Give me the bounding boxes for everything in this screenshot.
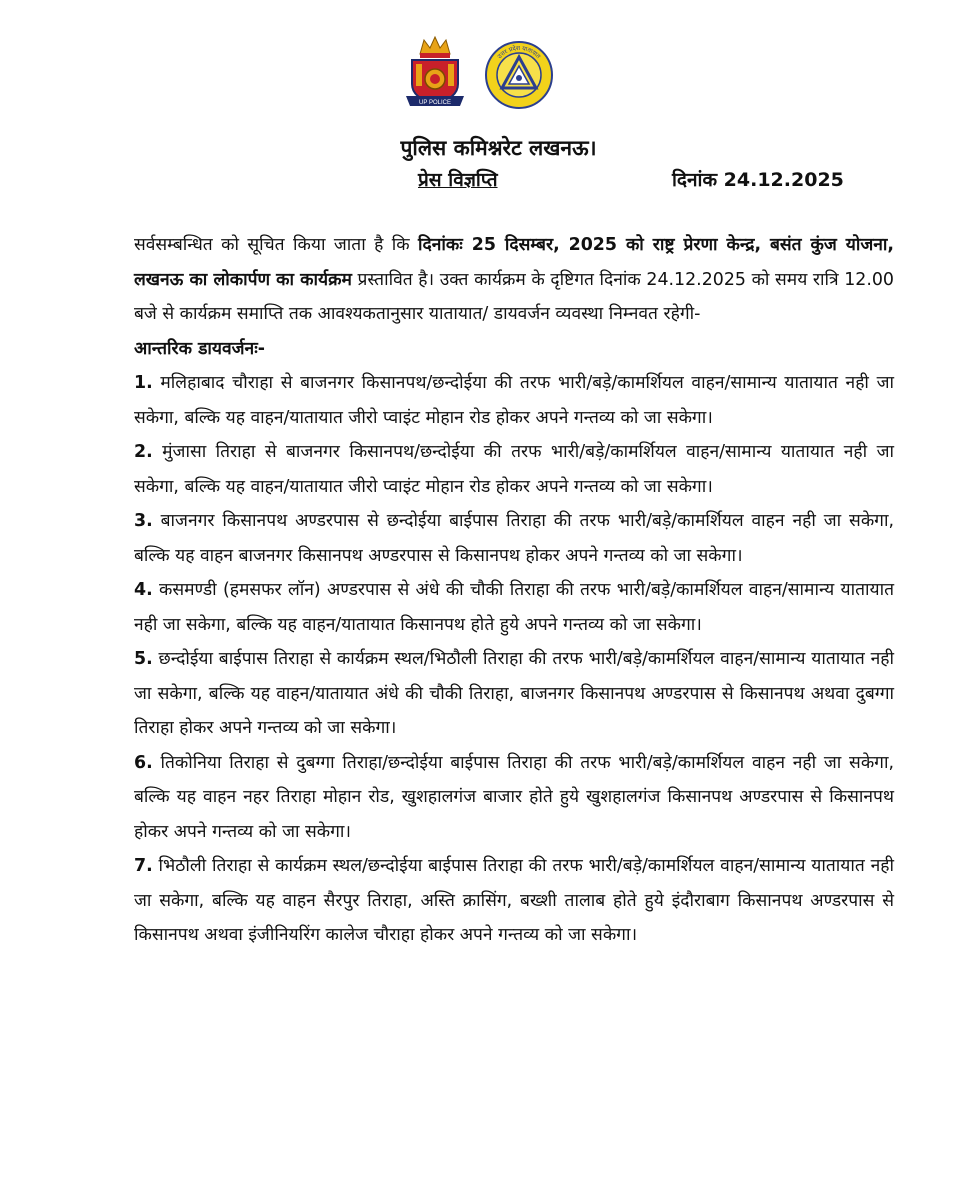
emblem-ribbon-text: UP POLICE — [419, 100, 451, 106]
release-date: दिनांक 24.12.2025 — [672, 169, 844, 191]
up-police-emblem-icon — [404, 34, 466, 112]
item-number: 1. — [134, 373, 153, 393]
item-text: छन्दोईया बाईपास तिराहा से कार्यक्रम स्थल/भिठौली तिराहा की तरफ भारी/बड़े/कामर्शियल वाहन/सामान्य यातायात नही जा सकेगा, बल्कि यह वाहन/यातायात अंधे की चौकी तिराहा, बाजनगर किसानपथ अण्डरपास से किसानपथ अथवा दुबग्गा तिराहा होकर अपने गन्तव्य को जा सकेगा। — [134, 649, 894, 738]
item-number: 6. — [134, 752, 153, 773]
diversion-item — [134, 849, 894, 953]
intro-bold-text: दिनांकः 25 दिसम्बर, 2025 को राष्ट्र प्रेरणा केन्द्र, बसंत कुंज योजना, लखनऊ का लोकार्पण का कार्यक्रम — [134, 235, 894, 290]
logo-row — [0, 30, 977, 114]
diversion-item — [134, 573, 894, 642]
diversion-item — [134, 642, 894, 746]
diversion-item — [134, 435, 894, 504]
traffic-police-logo-icon — [484, 40, 554, 110]
item-text: बाजनगर किसानपथ अण्डरपास से छन्दोईया बाईपास तिराहा की तरफ भारी/बड़े/कामर्शियल वाहन नही जा सकेगा, बल्कि यह वाहन बाजनगर किसानपथ अण्डरपास से किसानपथ होकर अपने गन्तव्य को जा सकेगा। — [134, 511, 894, 566]
intro-text-2: प्रस्तावित है। उक्त कार्यक्रम के दृष्टिगत दिनांक 24.12.2025 को समय रात्रि 12.00 बजे से कार्यक्रम समाप्ति तक आवश्यकतानुसार यातायात/ डायवर्जन व्यवस्था निम्नवत रहेगी- — [134, 269, 894, 324]
section-heading: आन्तरिक डायवर्जनः- — [134, 338, 265, 359]
item-text: तिकोनिया तिराहा से दुबग्गा तिराहा/छन्दोईया बाईपास तिराहा की तरफ भारी/बड़े/कामर्शियल वाहन नही जा सकेगा, बल्कि यह वाहन नहर तिराहा मोहान रोड, खुशहालगंज बाजार होते हुये खुशहालगंज किसानपथ अण्डरपास से किसानपथ होकर अपने गन्तव्य को जा सकेगा। — [134, 752, 894, 842]
diversion-item — [134, 504, 894, 573]
intro-paragraph — [134, 228, 894, 332]
item-text: मुंजासा तिराहा से बाजनगर किसानपथ/छन्दोईया की तरफ भारी/बड़े/कामर्शियल वाहन/सामान्य यातायात नही जा सकेगा, बल्कि यह वाहन/यातायात जीरो प्वाइंट मोहान रोड होकर अपने गन्तव्य को जा सकेगा। — [134, 442, 894, 497]
press-release-label: प्रेस विज्ञप्ति — [418, 169, 498, 191]
page-title: पुलिस कमिश्नरेट लखनऊ। — [400, 136, 597, 160]
diversion-item — [134, 366, 894, 435]
item-text: भिठौली तिराहा से कार्यक्रम स्थल/छन्दोईया बाईपास तिराहा की तरफ भारी/बड़े/कामर्शियल वाहन/सामान्य यातायात नही जा सकेगा, बल्कि यह वाहन सैरपुर तिराहा, अस्ति क्रासिंग, बख्शी तालाब होते हुये इंदौराबाग किसानपथ अण्डरपास से किसानपथ अथवा इंजीनियरिंग कालेज चौराहा होकर अपने गन्तव्य को जा सकेगा। — [134, 856, 894, 945]
document-body — [134, 228, 894, 953]
item-number: 2. — [134, 442, 153, 462]
intro-text-1: सर्वसम्बन्धित को सूचित किया जाता है कि — [134, 235, 419, 255]
diversion-item — [134, 746, 894, 850]
item-text: मलिहाबाद चौराहा से बाजनगर किसानपथ/छन्दोईया की तरफ भारी/बड़े/कामर्शियल वाहन/सामान्य यातायात नही जा सकेगा, बल्कि यह वाहन/यातायात जीरो प्वाइंट मोहान रोड होकर अपने गन्तव्य को जा सकेगा। — [134, 373, 894, 428]
item-number: 5. — [134, 649, 153, 669]
item-text: कसमण्डी (हमसफर लॉन) अण्डरपास से अंधे की चौकी तिराहा की तरफ भारी/बड़े/कामर्शियल वाहन/सामान्य यातायात नही जा सकेगा, बल्कि यह वाहन/यातायात किसानपथ होते हुये अपने गन्तव्य को जा सकेगा। — [134, 580, 895, 635]
item-number: 4. — [134, 580, 153, 600]
logo-circle-text: उत्तर प्रदेश यातायात — [496, 44, 542, 61]
item-number: 3. — [134, 511, 153, 531]
item-number: 7. — [134, 856, 153, 876]
